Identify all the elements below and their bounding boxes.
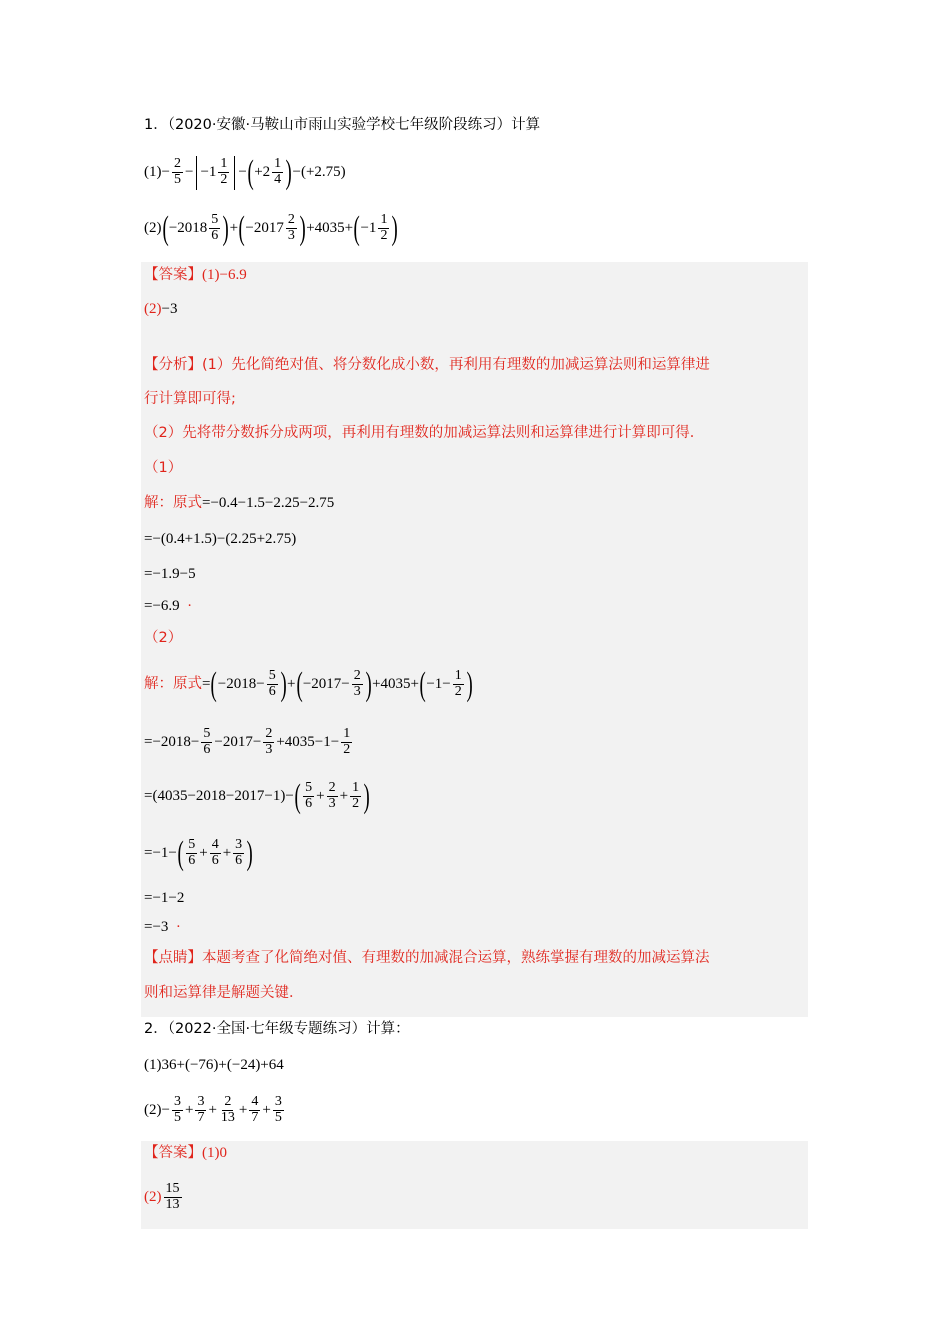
q1-solution-2-line-3: =(4035−2018−2017−1)−( $\frac{5}{6}$ + $\frac{2}{3}$ + $\frac{1}{2}$ ): [144, 777, 370, 815]
q1-header: 1．（2020·安徽·马鞍山市雨山实验学校七年级阶段练习）计算: [144, 117, 541, 133]
q1-solution-2-line-2: =−2018− $\frac{5}{6}$ −2017− $\frac{2}{3}$ +4035−1− $\frac{1}{2}$: [144, 726, 351, 758]
q2-problem-1: (1)36+(−76)+(−24)+64: [144, 1057, 284, 1073]
q1-answer-line-2: (2)−3: [144, 301, 178, 317]
q1-answer-band: [141, 262, 808, 1017]
q1-solution-2-line-1: 解：原式=(−2018− $\frac{5}{6}$ )+(−2017− $\frac{2}{3}$ )+4035+(−1− $\frac{1}{2}$ ): [144, 665, 473, 703]
q1-solution-2-line-4: =−1−( $\frac{5}{6}$ + $\frac{4}{6}$ + $\frac{3}{6}$ ): [144, 834, 253, 872]
q1-comment: 【点睛】本题考查了化简绝对值、有理数的加减混合运算，熟练掌握有理数的加减运算法: [144, 950, 710, 966]
q2-problem-2: (2)− $\frac{3}{5}$ + $\frac{3}{7}$ + $\frac{2}{13}$ + $\frac{4}{7}$ + $\frac{3}{5}$: [144, 1094, 282, 1126]
q2-answer-band: [141, 1141, 808, 1229]
q1-solution-1-line-3: =−1.9−5: [144, 566, 196, 582]
q1-analysis-2: （2）先将带分数拆分成两项，再利用有理数的加减运算法则和运算律进行计算即可得．: [144, 425, 705, 441]
q1-solution-2-line-6: =−3 ·: [144, 919, 181, 935]
q2-answer-line: 【答案】(1)0: [144, 1145, 227, 1161]
q1-answer-line: 【答案】(1)−6.9: [144, 267, 247, 283]
q1-solution-1-line-2: =−(0.4+1.5)−(2.25+2.75): [144, 531, 297, 547]
q2-header: 2．（2022·全国·七年级专题练习）计算：: [144, 1021, 410, 1037]
q1-analysis: 【分析】(1）先化简绝对值、将分数化成小数，再利用有理数的加减运算法则和运算律进: [144, 357, 710, 373]
q1-comment-cont: 则和运算律是解题关键．: [144, 985, 304, 1001]
q1-solution-2-line-5: =−1−2: [144, 890, 185, 906]
q2-answer-line-2: (2) $\frac{15}{13}$: [144, 1181, 180, 1213]
q1-analysis-cont: 行计算即可得;: [144, 391, 236, 407]
q1-solution-1-line-1: 解：原式=−0.4−1.5−2.25−2.75: [144, 495, 335, 511]
q1-problem-2: (2)(−2018 $\frac{5}{6}$ )+(−2017 $\frac{2}{3}$ )+4035+(−1 $\frac{1}{2}$ ): [144, 209, 399, 247]
q1-sub-2: （2）: [144, 630, 183, 646]
q1-problem-1: (1)− $\frac{2}{5}$ − −1 $\frac{1}{2}$ −(+2 $\frac{1}{4}$ )−(+2.75): [144, 153, 346, 191]
q1-solution-1-line-4: =−6.9 ·: [144, 598, 193, 614]
q1-sub-1: （1）: [144, 460, 183, 476]
